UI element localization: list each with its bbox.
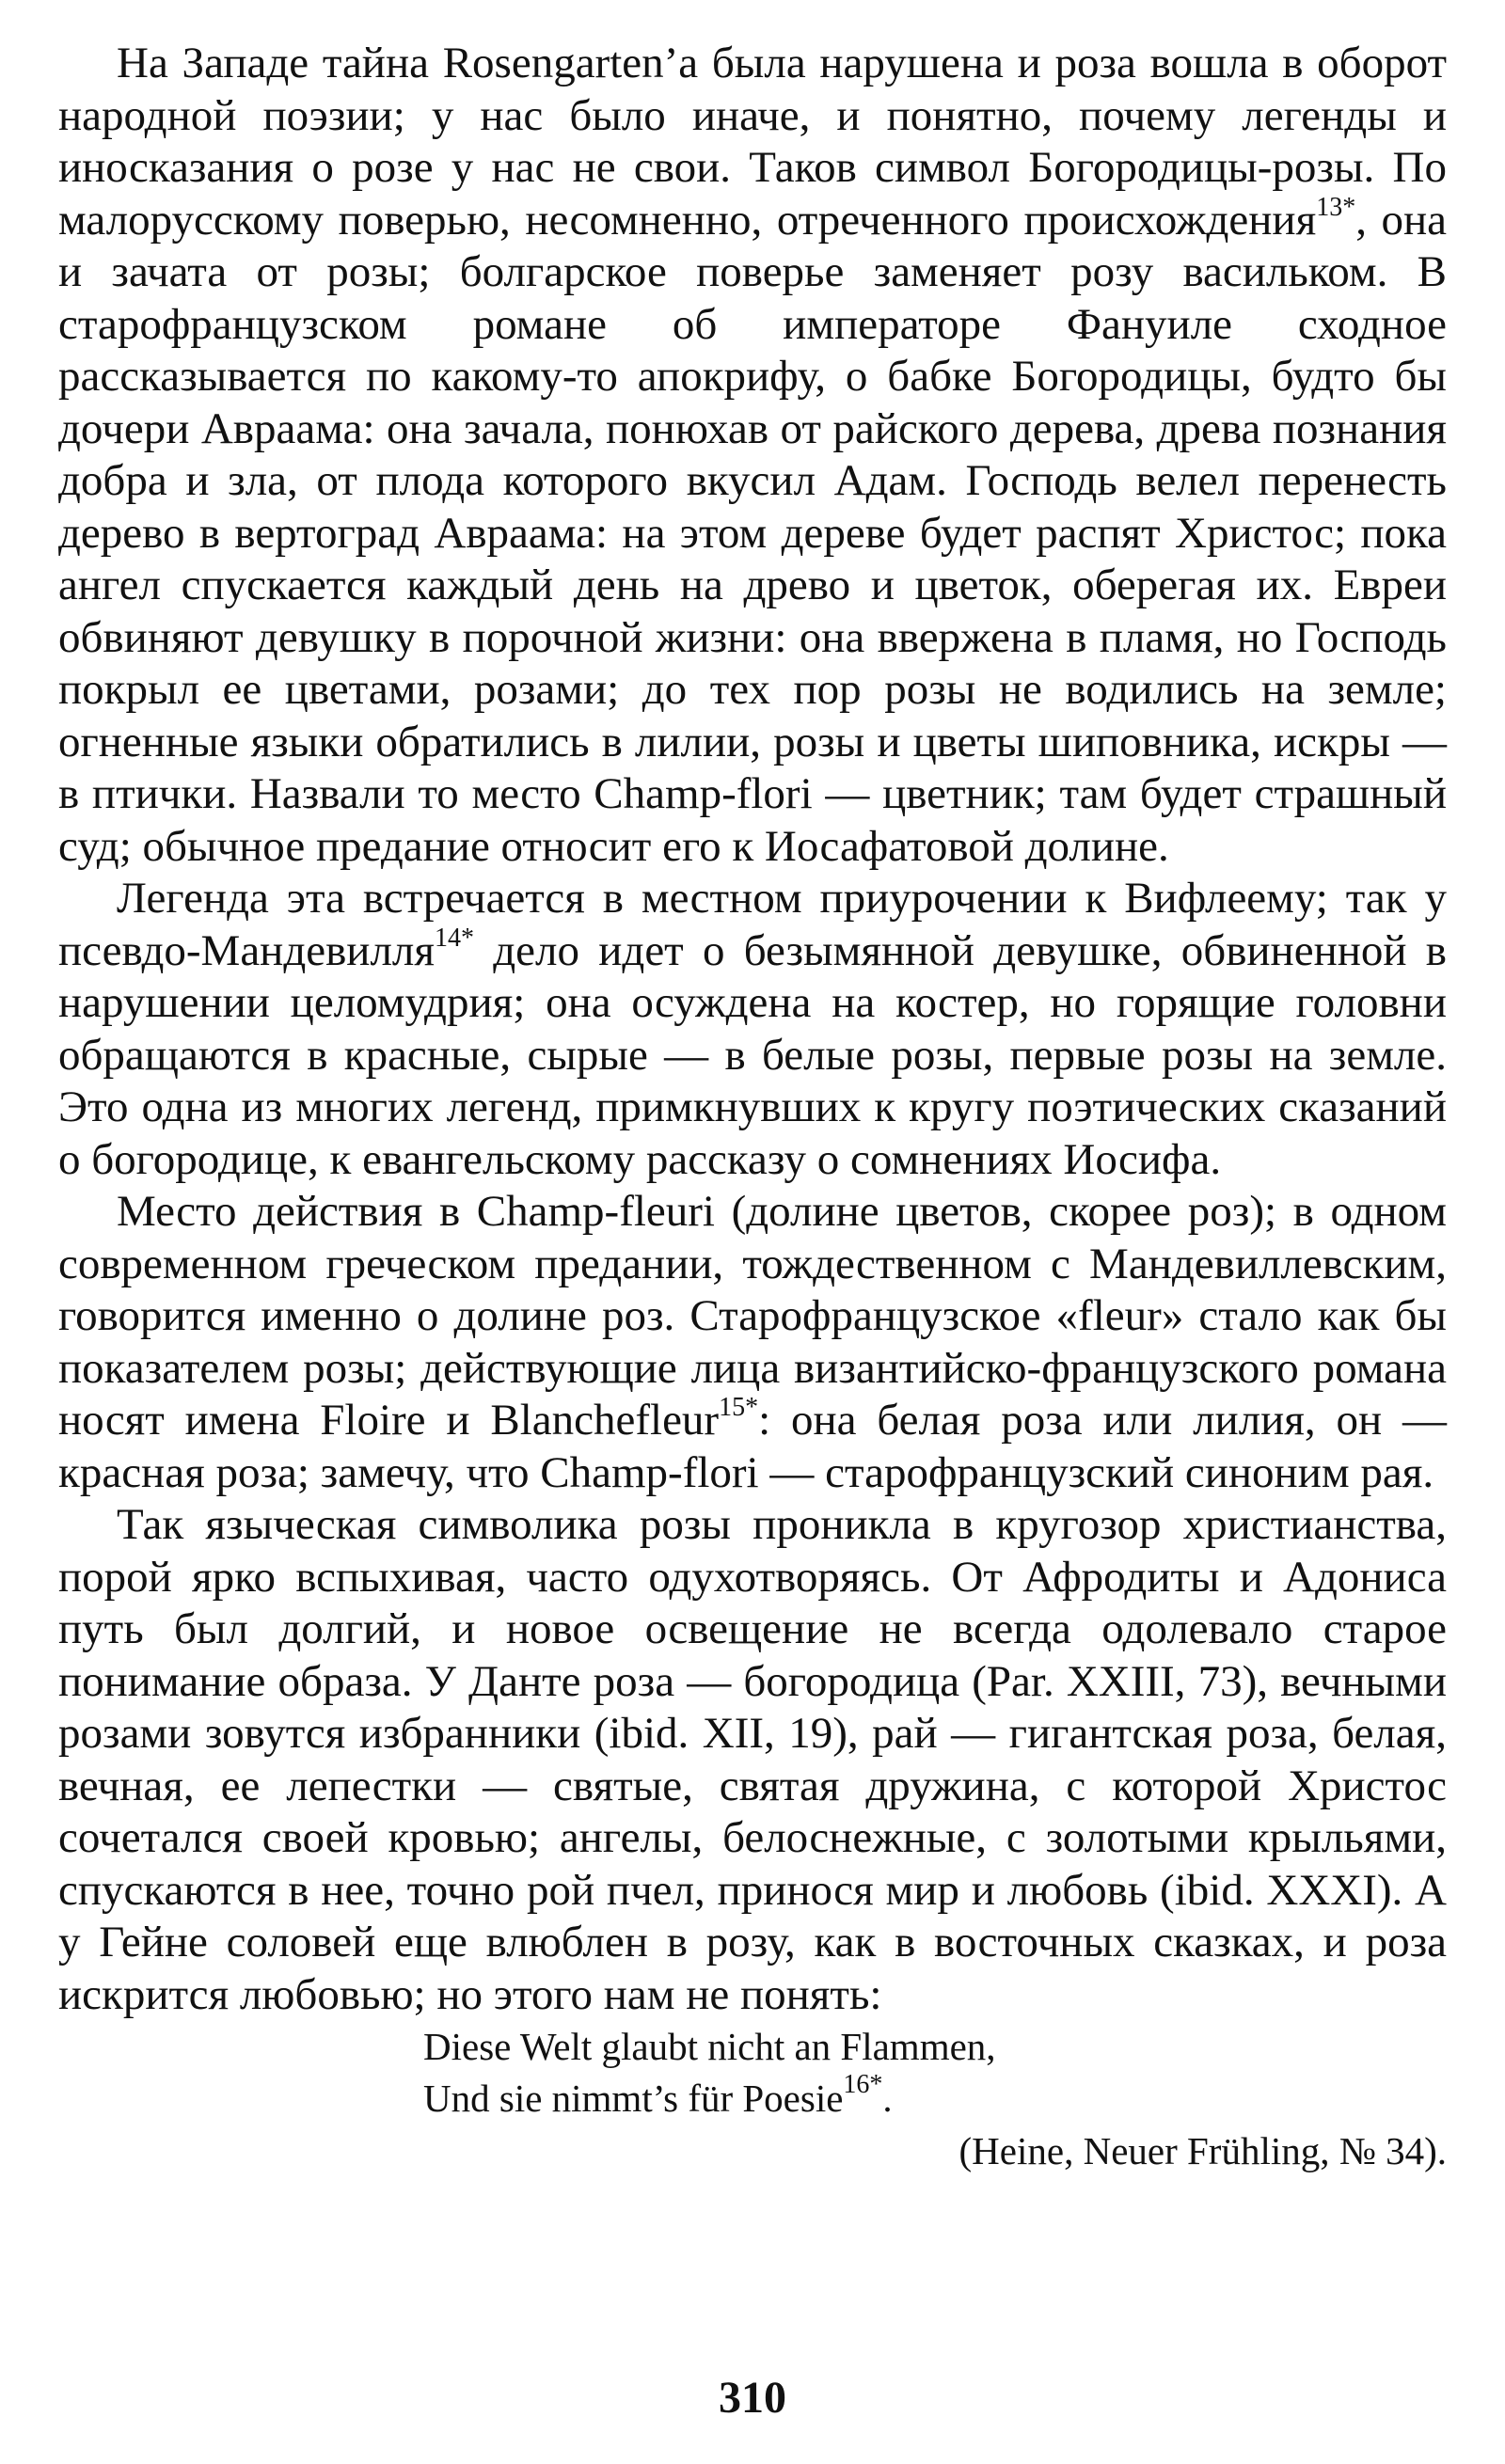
verse-line-1: Diese Welt glaubt nicht an Flammen,	[423, 2025, 996, 2068]
paragraph-3-text-b: : она белая роза или лилия, он — красная роза; замечу, что Champ-flori — старофранцузский синоним рая.	[58, 1396, 1447, 1497]
verse-quote	[423, 2021, 1447, 2124]
paragraph-1-text-b: , она и зачата от розы; болгарское поверье заменяет розу васильком. В старофранцузском романе об императоре Фануиле сходное рассказывается по какому-то апокрифу, о бабке Богородицы, будто бы дочери Авраама: она зачала, понюхав от райского дерева, древа познания добра и зла, от плода которого вкусил Адам. Господь велел перенесть дерево в вертоград Авраама: на этом дереве будет распят Христос; пока ангел спускается каждый день на древо и цветок, оберегая их. Евреи обвиняют девушку в порочной жизни: она ввержена в пламя, но Господь покрыл ее цветами, розами; до тех пор розы не водились на земле; огненные языки обратились в лилии, розы и цветы шиповника, искры — в птички. Назвали то место Champ-flori — цветник; там будет страшный суд; обычное предание относит его к Иосафатовой долине.	[58, 195, 1447, 871]
paragraph-4-text: Так языческая символика розы проникла в кругозор христианства, порой ярко вспыхивая, часто одухотворяясь. От Афродиты и Адониса путь был долгий, и новое освещение не всегда одолевало старое понимание образа. У Данте роза — богородица (Par. XXIII, 73), вечными розами зовутся избранники (ibid. XII, 19), рай — гигантская роза, белая, вечная, ее лепестки — святые, святая дружина, с которой Христос сочетался своей кровью; ангелы, белоснежные, с золотыми крыльями, спускаются в нее, точно рой пчел, принося мир и любовь (ibid. XXXI). А у Гейне соловей еще влюблен в розу, как в восточных сказках, и роза искрится любовью; но этого нам не понять:	[58, 1500, 1447, 2019]
footnote-ref-13[interactable]: 13*	[1316, 192, 1356, 222]
paragraph-3	[58, 1186, 1447, 1499]
footnote-ref-15[interactable]: 15*	[719, 1393, 759, 1422]
paragraph-3-text-a: Место действия в Champ-fleuri (долине цветов, скорее роз); в одном современном греческом предании, тождественном с Мандевиллевским, говорится именно о долине роз. Старофранцузское «fleur» стало как бы показателем розы; действующие лица византийско-французского романа носят имена Floire и Blanchefleur	[58, 1187, 1447, 1445]
footnote-ref-16[interactable]: 16*	[843, 2070, 883, 2099]
verse-line-2-text: Und sie nimmt’s für Poesie	[423, 2077, 844, 2120]
paragraph-1	[58, 38, 1447, 873]
page-body	[58, 38, 1447, 2177]
verse-line-2	[423, 2070, 1447, 2124]
paragraph-2-text-b: дело идет о безымянной девушке, обвиненной в нарушении целомудрия; она осуждена на костер, но горящие головни обращаются в красные, сырые — в белые розы, первые розы на земле. Это одна из многих легенд, примкнувших к кругу поэтических сказаний о богородице, к евангельскому рассказу о сомнениях Иосифа.	[58, 925, 1447, 1184]
verse-line-2-end: .	[882, 2077, 893, 2120]
verse-citation: (Heine, Neuer Frühling, № 34).	[958, 2129, 1447, 2172]
paragraph-4	[58, 1499, 1447, 2021]
paragraph-1-text-a: На Западе тайна Rosengarten’а была нарушена и роза вошла в оборот народной поэзии; у нас было иначе, и понятно, почему легенды и иносказания о розе у нас не свои. Таков символ Богородицы-розы. По малорусскому поверью, несомненно, отреченного происхождения	[58, 39, 1447, 245]
page-number: 310	[719, 2373, 786, 2423]
footnote-ref-14[interactable]: 14*	[434, 923, 474, 953]
paragraph-2-text-a: Легенда эта встречается в местном приурочении к Вифлеему; так у псевдо-Мандевилля	[58, 874, 1447, 975]
paragraph-2	[58, 873, 1447, 1186]
